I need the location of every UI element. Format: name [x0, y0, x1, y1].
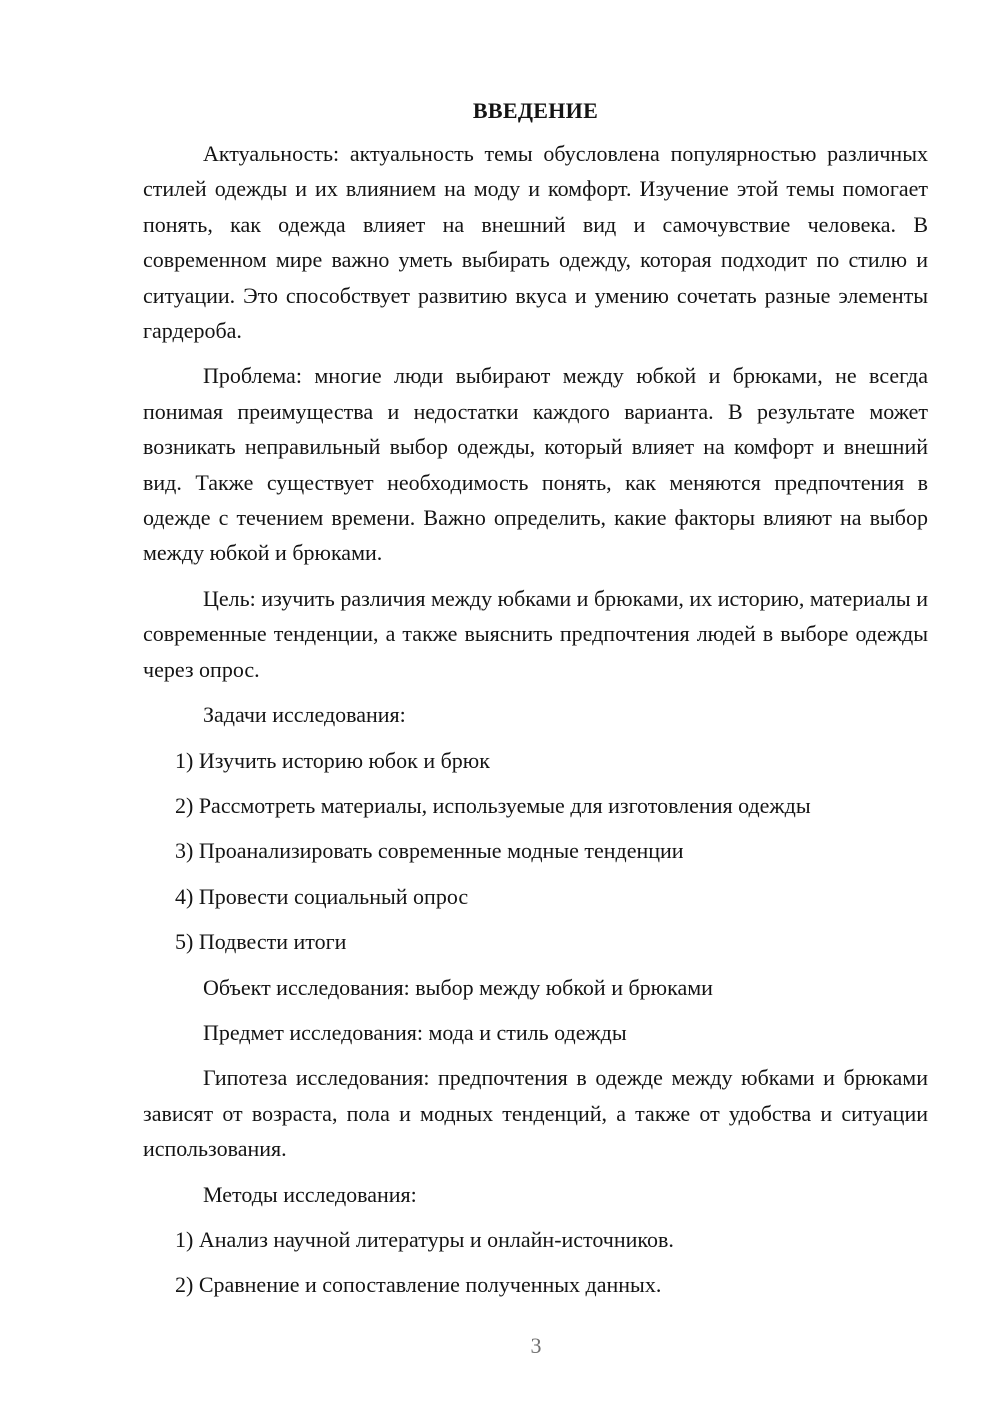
task-item: 5) Подвести итоги: [175, 929, 347, 955]
document-body: [143, 96, 928, 1313]
task-item: 1) Изучить историю юбок и брюк: [175, 747, 490, 773]
task-item: 3) Проанализировать современные модные тенденции: [175, 838, 684, 864]
research-hypothesis: Гипотеза исследования: предпочтения в одежде между юбками и брюками зависят от возраста, пола и модных тенденций, а также от удобства и ситуации использования.: [143, 1065, 928, 1162]
task-item: 4) Провести социальный опрос: [175, 883, 469, 909]
problem-paragraph: Проблема: многие люди выбирают между юбкой и брюками, не всегда понимая преимущества и недостатки каждого варианта. В результате может возникать неправильный выбор одежды, который влияет на комфорт и внешний вид. Также существует необходимость понять, как меняются предпочтения в одежде с течением времени. Важно определить, какие факторы влияют на выбор между юбкой и брюками.: [143, 363, 928, 566]
goal-paragraph: Цель: изучить различия между юбками и брюками, их историю, материалы и современные тенденции, а также выяснить предпочтения людей в выборе одежды через опрос.: [143, 585, 928, 682]
task-item: 2) Рассмотреть материалы, используемые для изготовления одежды: [175, 792, 811, 818]
relevance-paragraph: Актуальность: актуальность темы обусловлена популярностью различных стилей одежды и их влиянием на моду и комфорт. Изучение этой темы помогает понять, как одежда влияет на внешний вид и самочувствие человека. В современном мире важно уметь выбирать одежду, которая подходит по стилю и ситуации. Это способствует развитию вкуса и умению сочетать разные элементы гардероба.: [143, 141, 928, 344]
tasks-heading: Задачи исследования:: [203, 702, 406, 728]
research-object: Объект исследования: выбор между юбкой и брюками: [203, 974, 713, 1000]
tasks-list: [143, 743, 928, 960]
section-title: ВВЕДЕНИЕ: [472, 98, 599, 123]
methods-list: [143, 1222, 928, 1303]
method-item: 2) Сравнение и сопоставление полученных данных.: [175, 1272, 662, 1298]
research-subject: Предмет исследования: мода и стиль одежды: [203, 1019, 627, 1045]
method-item: 1) Анализ научной литературы и онлайн-источников.: [175, 1226, 674, 1252]
page-number: 3: [530, 1333, 542, 1358]
methods-heading: Методы исследования:: [203, 1181, 417, 1207]
